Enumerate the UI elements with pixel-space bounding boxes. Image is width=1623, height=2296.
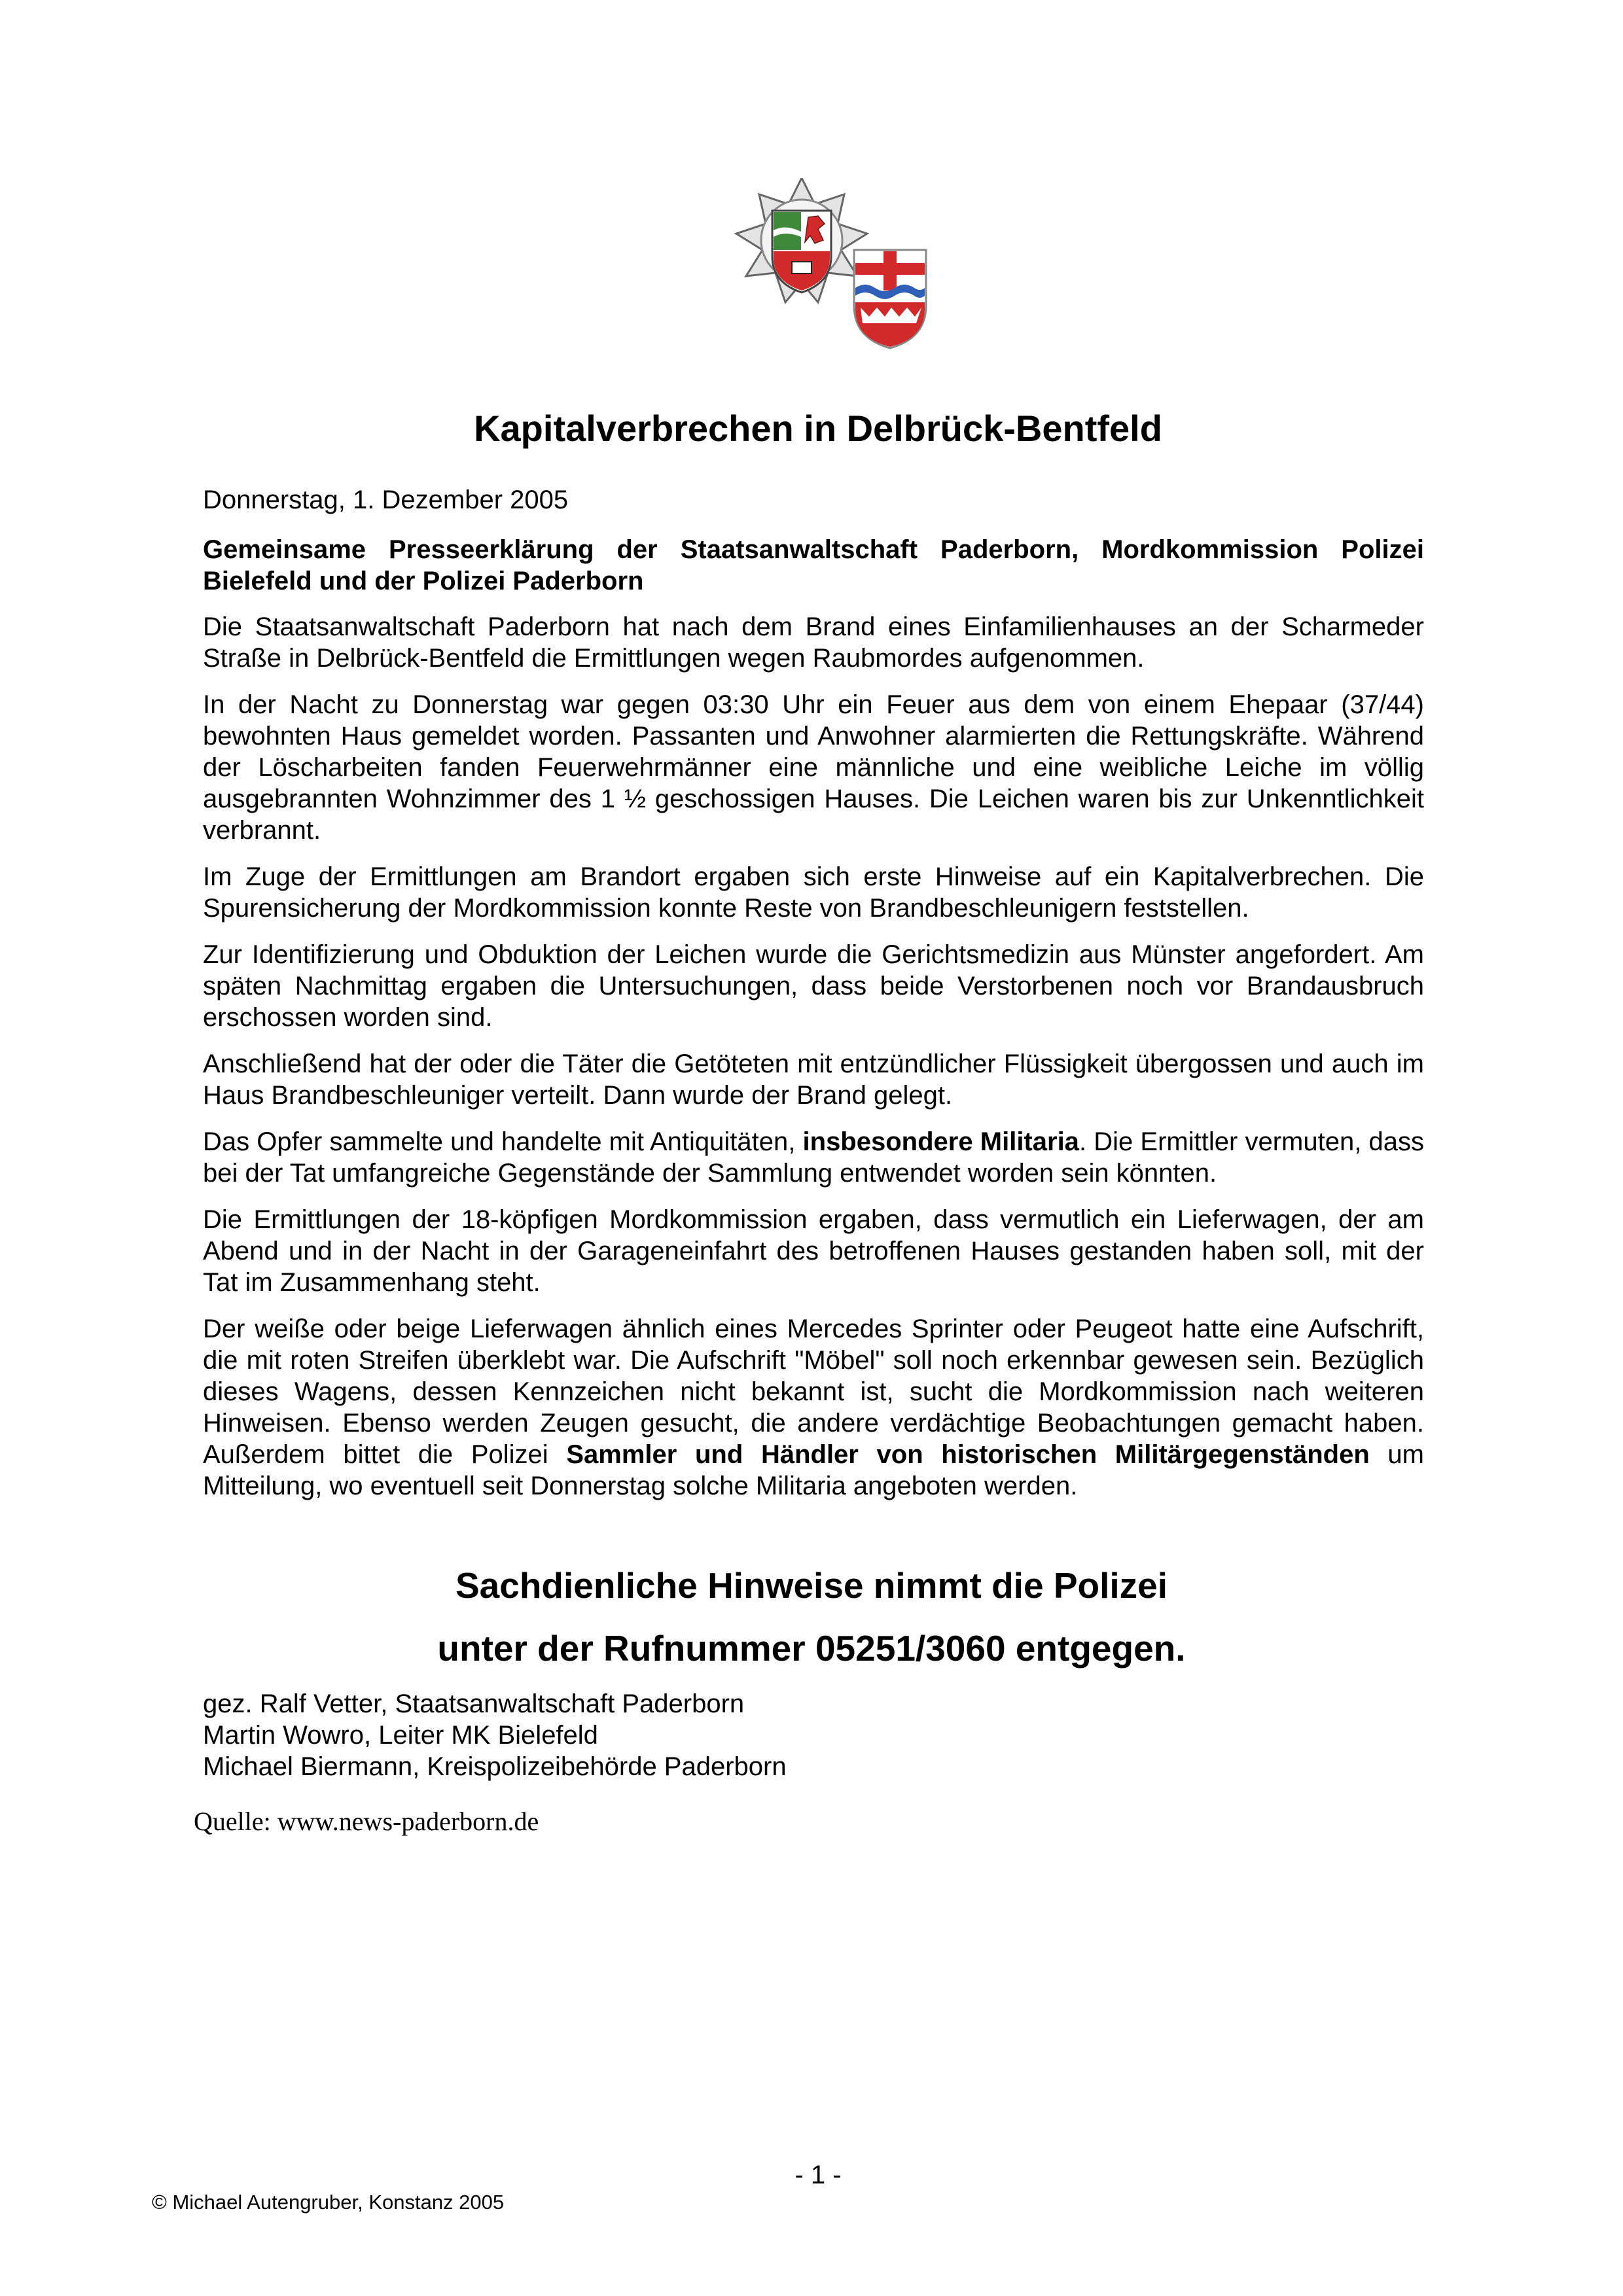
document-title: Kapitalverbrechen in Delbrück-Bentfeld xyxy=(474,408,1162,449)
paragraph-8-text-b: um Mitteilung, wo eventuell seit Donnerstag solche Militaria angeboten werden. xyxy=(203,1440,1424,1500)
callout-line-2: unter der Rufnummer 05251/3060 entgegen. xyxy=(437,1628,1186,1669)
paragraph-8 xyxy=(203,1313,1424,1502)
callout-line-1: Sachdienliche Hinweise nimmt die Polizei xyxy=(455,1565,1168,1606)
signature-line-2: Martin Wowro, Leiter MK Bielefeld xyxy=(203,1721,598,1750)
paragraph-6 xyxy=(203,1126,1424,1189)
paragraph-4: Zur Identifizierung und Obduktion der Leichen wurde die Gerichtsmedizin aus Münster angefordert. Am späten Nachmittag ergaben die Untersuchungen, dass beide Verstorbenen noch vor Brandausbruch erschossen worden sind. xyxy=(203,940,1424,1032)
paderborn-coat-of-arms-icon xyxy=(854,250,926,348)
nrw-shield-icon xyxy=(772,211,831,292)
publication-date: Donnerstag, 1. Dezember 2005 xyxy=(203,486,569,514)
paragraph-6-emphasis: insbesondere Militaria xyxy=(802,1127,1079,1156)
paragraph-7: Die Ermittlungen der 18-köpfigen Mordkommission ergaben, dass vermutlich ein Lieferwagen, der am Abend und in der Nacht in der Garageneinfahrt des betroffenen Hauses gestanden haben soll, mit der Tat im Zusammenhang steht. xyxy=(203,1205,1424,1297)
paragraph-6-text-a: Das Opfer sammelte und handelte mit Antiquitäten, xyxy=(203,1127,803,1156)
signature-block xyxy=(203,1688,787,1782)
paragraph-3: Im Zuge der Ermittlungen am Brandort ergaben sich erste Hinweise auf ein Kapitalverbrechen. Die Spurensicherung der Mordkommission konnte Reste von Brandbeschleunigern feststellen. xyxy=(203,862,1424,923)
paragraph-2: In der Nacht zu Donnerstag war gegen 03:30 Uhr ein Feuer aus dem von einem Ehepaar (37/44) bewohnten Haus gemeldet worden. Passanten und Anwohner alarmierten die Rettungskräfte. Während der Löscharbeiten fanden Feuerwehrmänner eine männliche und eine weibliche Leiche im völlig ausgebrannten Wohnzimmer des 1 ½ geschossigen Hauses. Die Leichen waren bis zur Unkenntlichkeit verbrannt. xyxy=(203,690,1424,845)
paragraph-8-emphasis: Sammler und Händler von historischen Militärgegenständen xyxy=(566,1440,1370,1469)
copyright-footer: © Michael Autengruber, Konstanz 2005 xyxy=(152,2191,505,2214)
paragraph-1: Die Staatsanwaltschaft Paderborn hat nach dem Brand eines Einfamilienhauses an der Scharmeder Straße in Delbrück-Bentfeld die Ermittlungen wegen Raubmordes aufgenommen. xyxy=(203,612,1424,673)
signature-line-3: Michael Biermann, Kreispolizeibehörde Paderborn xyxy=(203,1752,787,1781)
lead-paragraph: Gemeinsame Presseerklärung der Staatsanwaltschaft Paderborn, Mordkommission Polizei Bielefeld und der Polizei Paderborn xyxy=(203,535,1424,595)
police-emblem-logo xyxy=(720,178,936,349)
article-body xyxy=(203,534,1424,1517)
paragraph-6-text-b: . Die Ermittler vermuten, dass bei der Tat umfangreiche Gegenstände der Sammlung entwendet worden sein könnten. xyxy=(203,1127,1425,1188)
paragraph-8-text-a: Der weiße oder beige Lieferwagen ähnlich eines Mercedes Sprinter oder Peugeot hatte eine Aufschrift, die mit roten Streifen überklebt war. Die Aufschrift "Möbel" soll noch erkennbar gewesen sein. Bezüglich dieses Wagens, dessen Kennzeichen nicht bekannt ist, sucht die Mordkommission nach weiteren Hinweisen. Ebenso werden Zeugen gesucht, die andere verdächtige Beobachtungen gemacht haben. Außerdem bittet die Polizei xyxy=(203,1315,1424,1469)
signature-line-1: gez. Ralf Vetter, Staatsanwaltschaft Paderborn xyxy=(203,1689,745,1718)
paragraph-5: Anschließend hat der oder die Täter die Getöteten mit entzündlicher Flüssigkeit übergossen und auch im Haus Brandbeschleuniger verteilt. Dann wurde der Brand gelegt. xyxy=(203,1050,1424,1110)
page-number: - 1 - xyxy=(794,2161,842,2189)
source-line: Quelle: www.news-paderborn.de xyxy=(194,1807,539,1836)
